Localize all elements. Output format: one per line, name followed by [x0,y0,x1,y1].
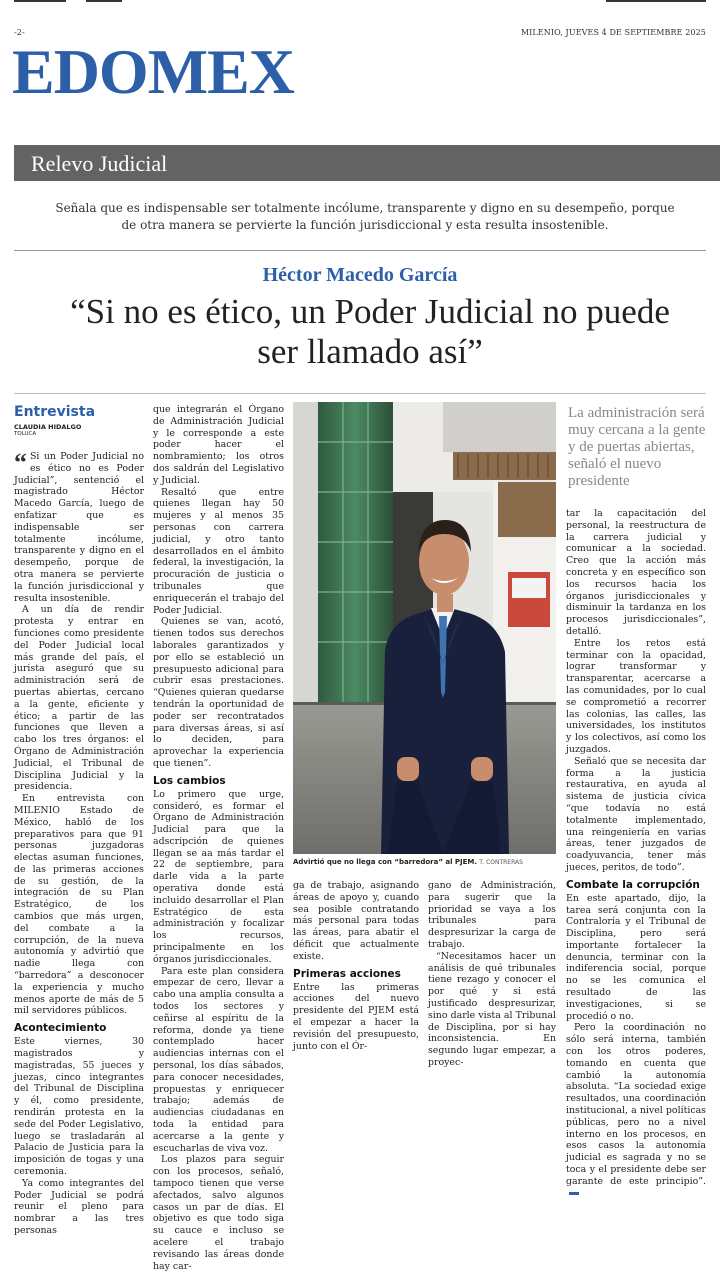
photo-credit: T. CONTRERAS [479,859,523,866]
headline: “Si no es ético, un Poder Judicial no puede ser llamado así” [70,292,670,371]
paragraph: En entrevista con MILENIO Estado de México, habló de los preparativos para que 91 personas juzgadoras electas asuman funciones, de las primeras acciones de su gestión, de la integración de su Plan Estratégico, de los cambios que más urgen, del combate a la corrupción, de la nueva autonomía y advirtió que nadie llega con “barredora” a desconocer la experiencia y mucho menos aporte de más de 5 mil servidores públicos. [14,793,144,1017]
paragraph: Señaló que se necesita dar forma a la justicia restaurativa, en ayuda al sistema de justicia cívica “que todavía no está totalmente implementado, una reingeniería en varias áreas, tener juzgados de coadyuvancia, tener más jueces, peritos, de todo”. [566,755,706,873]
lead-paragraph: “ Si un Poder Judicial no es ético no es Poder Judicial”, sentenció el magistrado Héctor Macedo García, luego de enfatizar que es indispensable ser totalmente incólume, transparente y digno en el desempeño, porque de otra manera se pervierte la función jurisdiccional y resulta insostenible. [14,448,144,604]
subhead: Primeras acciones [293,967,401,980]
paragraph: En este apartado, dijo, la tarea será conjunta con la Contraloría y el Tribunal de Disciplina, pero será importante fortalecer la denuncia, terminar con la indiferencia social, porque no se les comunica el resultado de las investigaciones, si se procedió o no. [566,892,706,1022]
page-number: -2- [14,28,25,37]
paragraph: Lo primero que urge, consideró, es formar el Órgano de Administración Judicial para que la adscripción de quienes llegan se aa más tardar el 22 de septiembre, para darle vida a la parte operativa donde está incluido desarrollar el Plan Estratégico de esta administración y focalizar los recursos, principalmente en los órganos jurisdiccionales. [153,788,284,965]
paragraph: que integrarán el Órgano de Administración Judicial y le corresponde a este poder hacer el nombramiento; los otros dos saldrán del Legislativo y Judicial. [153,404,284,486]
paragraph: Para este plan considera empezar de cero, llevar a cabo una amplia consulta a todos los sectores y ceñirse al espíritu de la reforma, donde ya tiene contemplado hacer audiencias internas con el personal, los días sábados, para conocer necesidades, propuestas y enriquecer trabajo; además de audiencias ciudadanas en toda la entidad para acercarse a la gente y escucharlas de viva voz. [153,965,284,1154]
pull-quote: La administración será muy cercana a la gente y de puertas abiertas, señaló el nuevo presidente [568,405,706,489]
divider [14,393,706,394]
photo-caption [293,858,556,866]
dateline-place: TOLUCA [14,431,37,437]
subhead: Los cambios [153,774,226,787]
article-column-4 [428,880,556,1069]
article-column-1 [14,404,144,1237]
paragraph: Entre las primeras acciones del nuevo presidente del PJEM está el empezar a hacer la revisión del presupuesto, junto con el Ór- [293,981,419,1052]
portrait-photo [293,402,556,854]
paragraph: tar la capacitación del personal, la reestructura de la carrera judicial y comunicar a la sociedad. Creo que la acción más concreta y en específico son los recursos hacia los órganos jurisdiccionales y disminuir la tardanza en los procesos jurisdiccionales”, detalló. [566,508,706,637]
paragraph: Pero la coordinación no sólo será interna, también con los otros poderes, tomando en cuenta que cambió la autonomía absoluta. “La sociedad exige resultados, una coordinación institucional, a nivel políticas públicas, pero no a nivel interno en los procesos, en esos casos la autonomía judicial es sagrada y no se toca y el presidente debe ser garante de este principio”. [566,1022,706,1199]
caption-text: Advirtió que no llega con “barredora” al PJEM. [293,858,478,866]
paragraph: gano de Administración, para sugerir que la prioridad se vaya a los tribunales para despresurizar la carga de trabajo. [428,880,556,950]
paragraph: Entre los retos está terminar con la opacidad, lograr transformar y transparentar, acercarse a las comunidades, por lo cual se comprometió a recorrer las colonias, las calles, las universidades, los institutos y los colectivos, así como los juzgados. [566,637,706,755]
dek: Señala que es indispensable ser totalmente incólume, transparente y digno en su desempeño, porque de otra manera se pervierte la función jurisdiccional y esta resulta insostenible. [55,201,675,232]
article-column-5 [566,508,706,1199]
subhead: Combate la corrupción [566,878,700,891]
paragraph: ga de trabajo, asignando áreas de apoyo y, cuando sea posible contratando más personal para todas las áreas, para abatir el déficit que actualmente existe. [293,880,419,962]
subhead: Acontecimiento [14,1022,107,1035]
article-column-2 [153,404,284,1272]
paragraph: A un día de rendir protesta y entrar en funciones como presidente del Poder Judicial local más grande del país, el jurista aseguró que su administración será de puertas abiertas, cercano a la gente, eficiente y ético; a partir de las funciones que lleven a cabo los tres órganos: el Órgano de Administración Judicial, el Tribunal de Disciplina Judicial y la presidencia. [14,604,144,793]
dateline: MILENIO, JUEVES 4 DE SEPTIEMBRE 2025 [520,28,706,37]
photo-illustration [293,402,556,854]
top-rule [86,0,122,2]
section-title: EDOMEX [12,36,294,107]
subsection-bar [14,145,720,181]
paragraph: “Necesitamos hacer un análisis de qué tribunales tiene rezago y conocer el por qué y si está justificado despresurizar, sino darle vista al Tribunal de Disciplina, por si hay inconsistencia. En segundo lugar empezar, a proyec- [428,950,556,1068]
top-rule [606,0,706,2]
end-mark [569,1192,579,1195]
open-quote-mark: “ [14,448,27,477]
paragraph: Este viernes, 30 magistrados y magistradas, 55 jueces y juezas, cinco integrantes del Tribunal de Disciplina y él, como presidente, rendirán protesta en la sede del Poder Legislativo, luego se trasladarán al Palacio de Justicia para la imposición de togas y una ceremonia. [14,1036,144,1178]
article-column-3 [293,880,419,1052]
paragraph: Ya como integrantes del Poder Judicial se podrá reunir el pleno para nombrar a las tres personas [14,1177,144,1236]
paragraph: Los plazos para seguir con los procesos, señaló, tampoco tienen que verse afectados, salvo algunos casos un par de días. El objetivo es que todo siga su cauce e incluso se acelere el trabajo revisando las áreas donde hay car- [153,1154,284,1272]
top-rule [14,0,66,2]
author-name: CLAUDIA HIDALGO [14,423,82,431]
paragraph: Quienes se van, acotó, tienen todos sus derechos laborales garantizados y por ello se estableció un presupuesto adicional para cubrir esas prestaciones. “Quienes quieran quedarse tendrán la oportunidad de poder ser recontratados para diversas áreas, si así lo deciden, para aprovechar la experiencia que tienen”. [153,616,284,769]
kicker: Entrevista [14,404,96,420]
divider [14,250,706,251]
paragraph: Resaltó que entre quienes llegan hay 50 mujeres y al menos 35 personas con carrera judicial, y otro tanto desarrollados en el ámbito federal, la investigación, la procuración de justicia o tribunales que enriquecerán el trabajo del Poder Judicial. [153,486,284,616]
subsection-title: Relevo Judicial [31,151,168,176]
interviewee-name: Héctor Macedo García [262,264,458,286]
